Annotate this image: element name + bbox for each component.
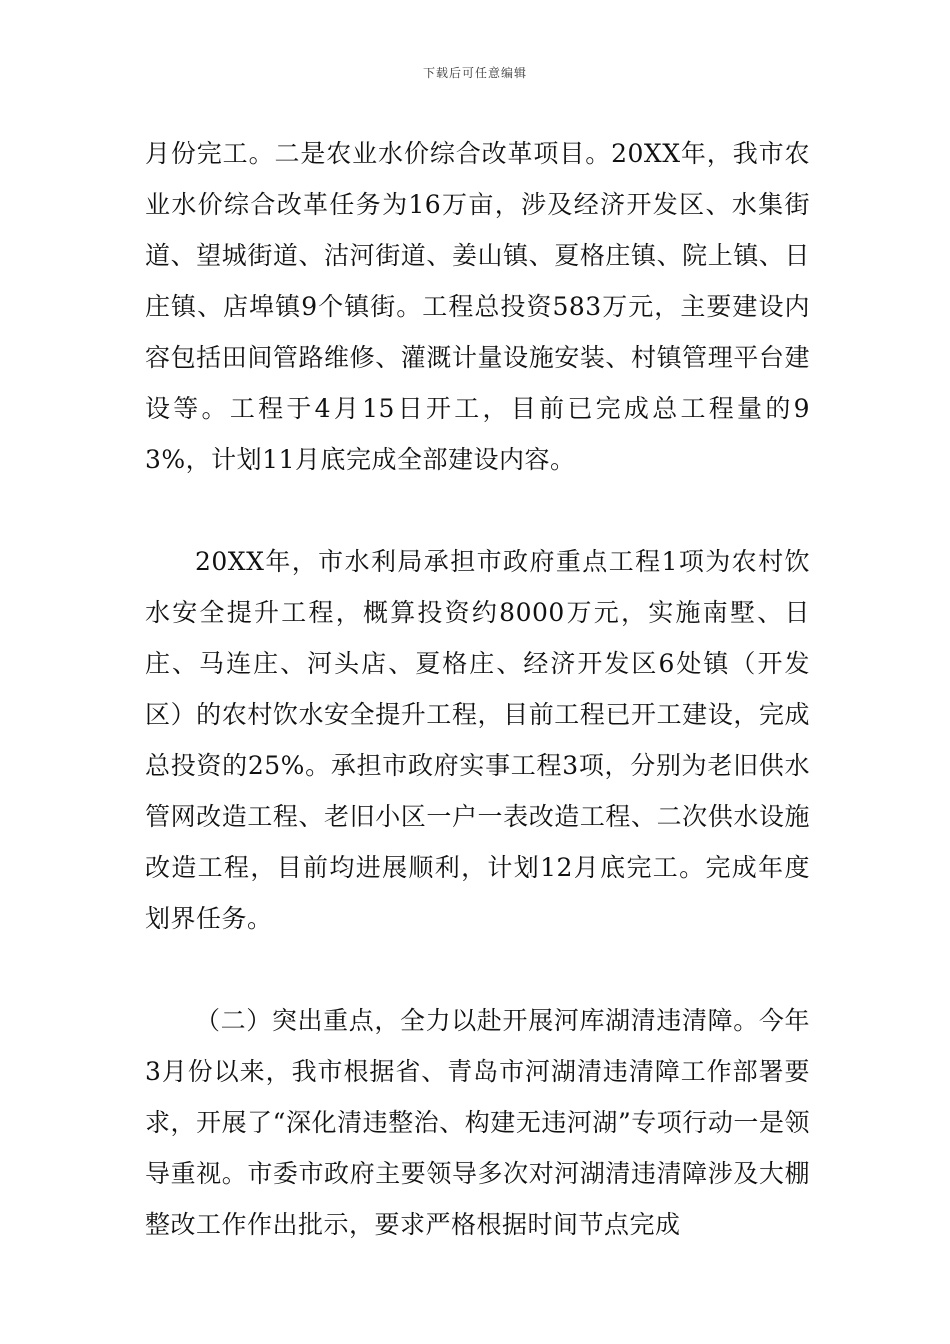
- paragraph-spacer: [145, 944, 810, 995]
- paragraph-spacer: [145, 485, 810, 536]
- page-header: 下载后可任意编辑: [422, 66, 527, 80]
- document-body: [145, 128, 810, 1250]
- paragraph-2: 20XX年，市水利局承担市政府重点工程1项为农村饮水安全提升工程，概算投资约8000万元，实施南墅、日庄、马连庄、河头店、夏格庄、经济开发区6处镇（开发区）的农村饮水安全提升工程，目前工程已开工建设，完成总投资的25%。承担市政府实事工程3项，分别为老旧供水管网改造工程、老旧小区一户一表改造工程、二次供水设施改造工程，目前均进展顺利，计划12月底完工。完成年度划界任务。: [145, 547, 810, 933]
- paragraph-3: （二）突出重点，全力以赴开展河库湖清违清障。今年3月份以来，我市根据省、青岛市河湖清违清障工作部署要求，开展了“深化清违整治、构建无违河湖”专项行动一是领导重视。市委市政府主要领导多次对河湖清违清障涉及大棚整改工作作出批示，要求严格根据时间节点完成: [145, 1006, 810, 1239]
- paragraph-1: 月份完工。二是农业水价综合改革项目。20XX年，我市农业水价综合改革任务为16万亩，涉及经济开发区、水集街道、望城街道、沽河街道、姜山镇、夏格庄镇、院上镇、日庄镇、店埠镇9个镇街。工程总投资583万元，主要建设内容包括田间管路维修、灌溉计量设施安装、村镇管理平台建设等。工程于4月15日开工，目前已完成总工程量的93%，计划11月底完成全部建设内容。: [145, 139, 810, 474]
